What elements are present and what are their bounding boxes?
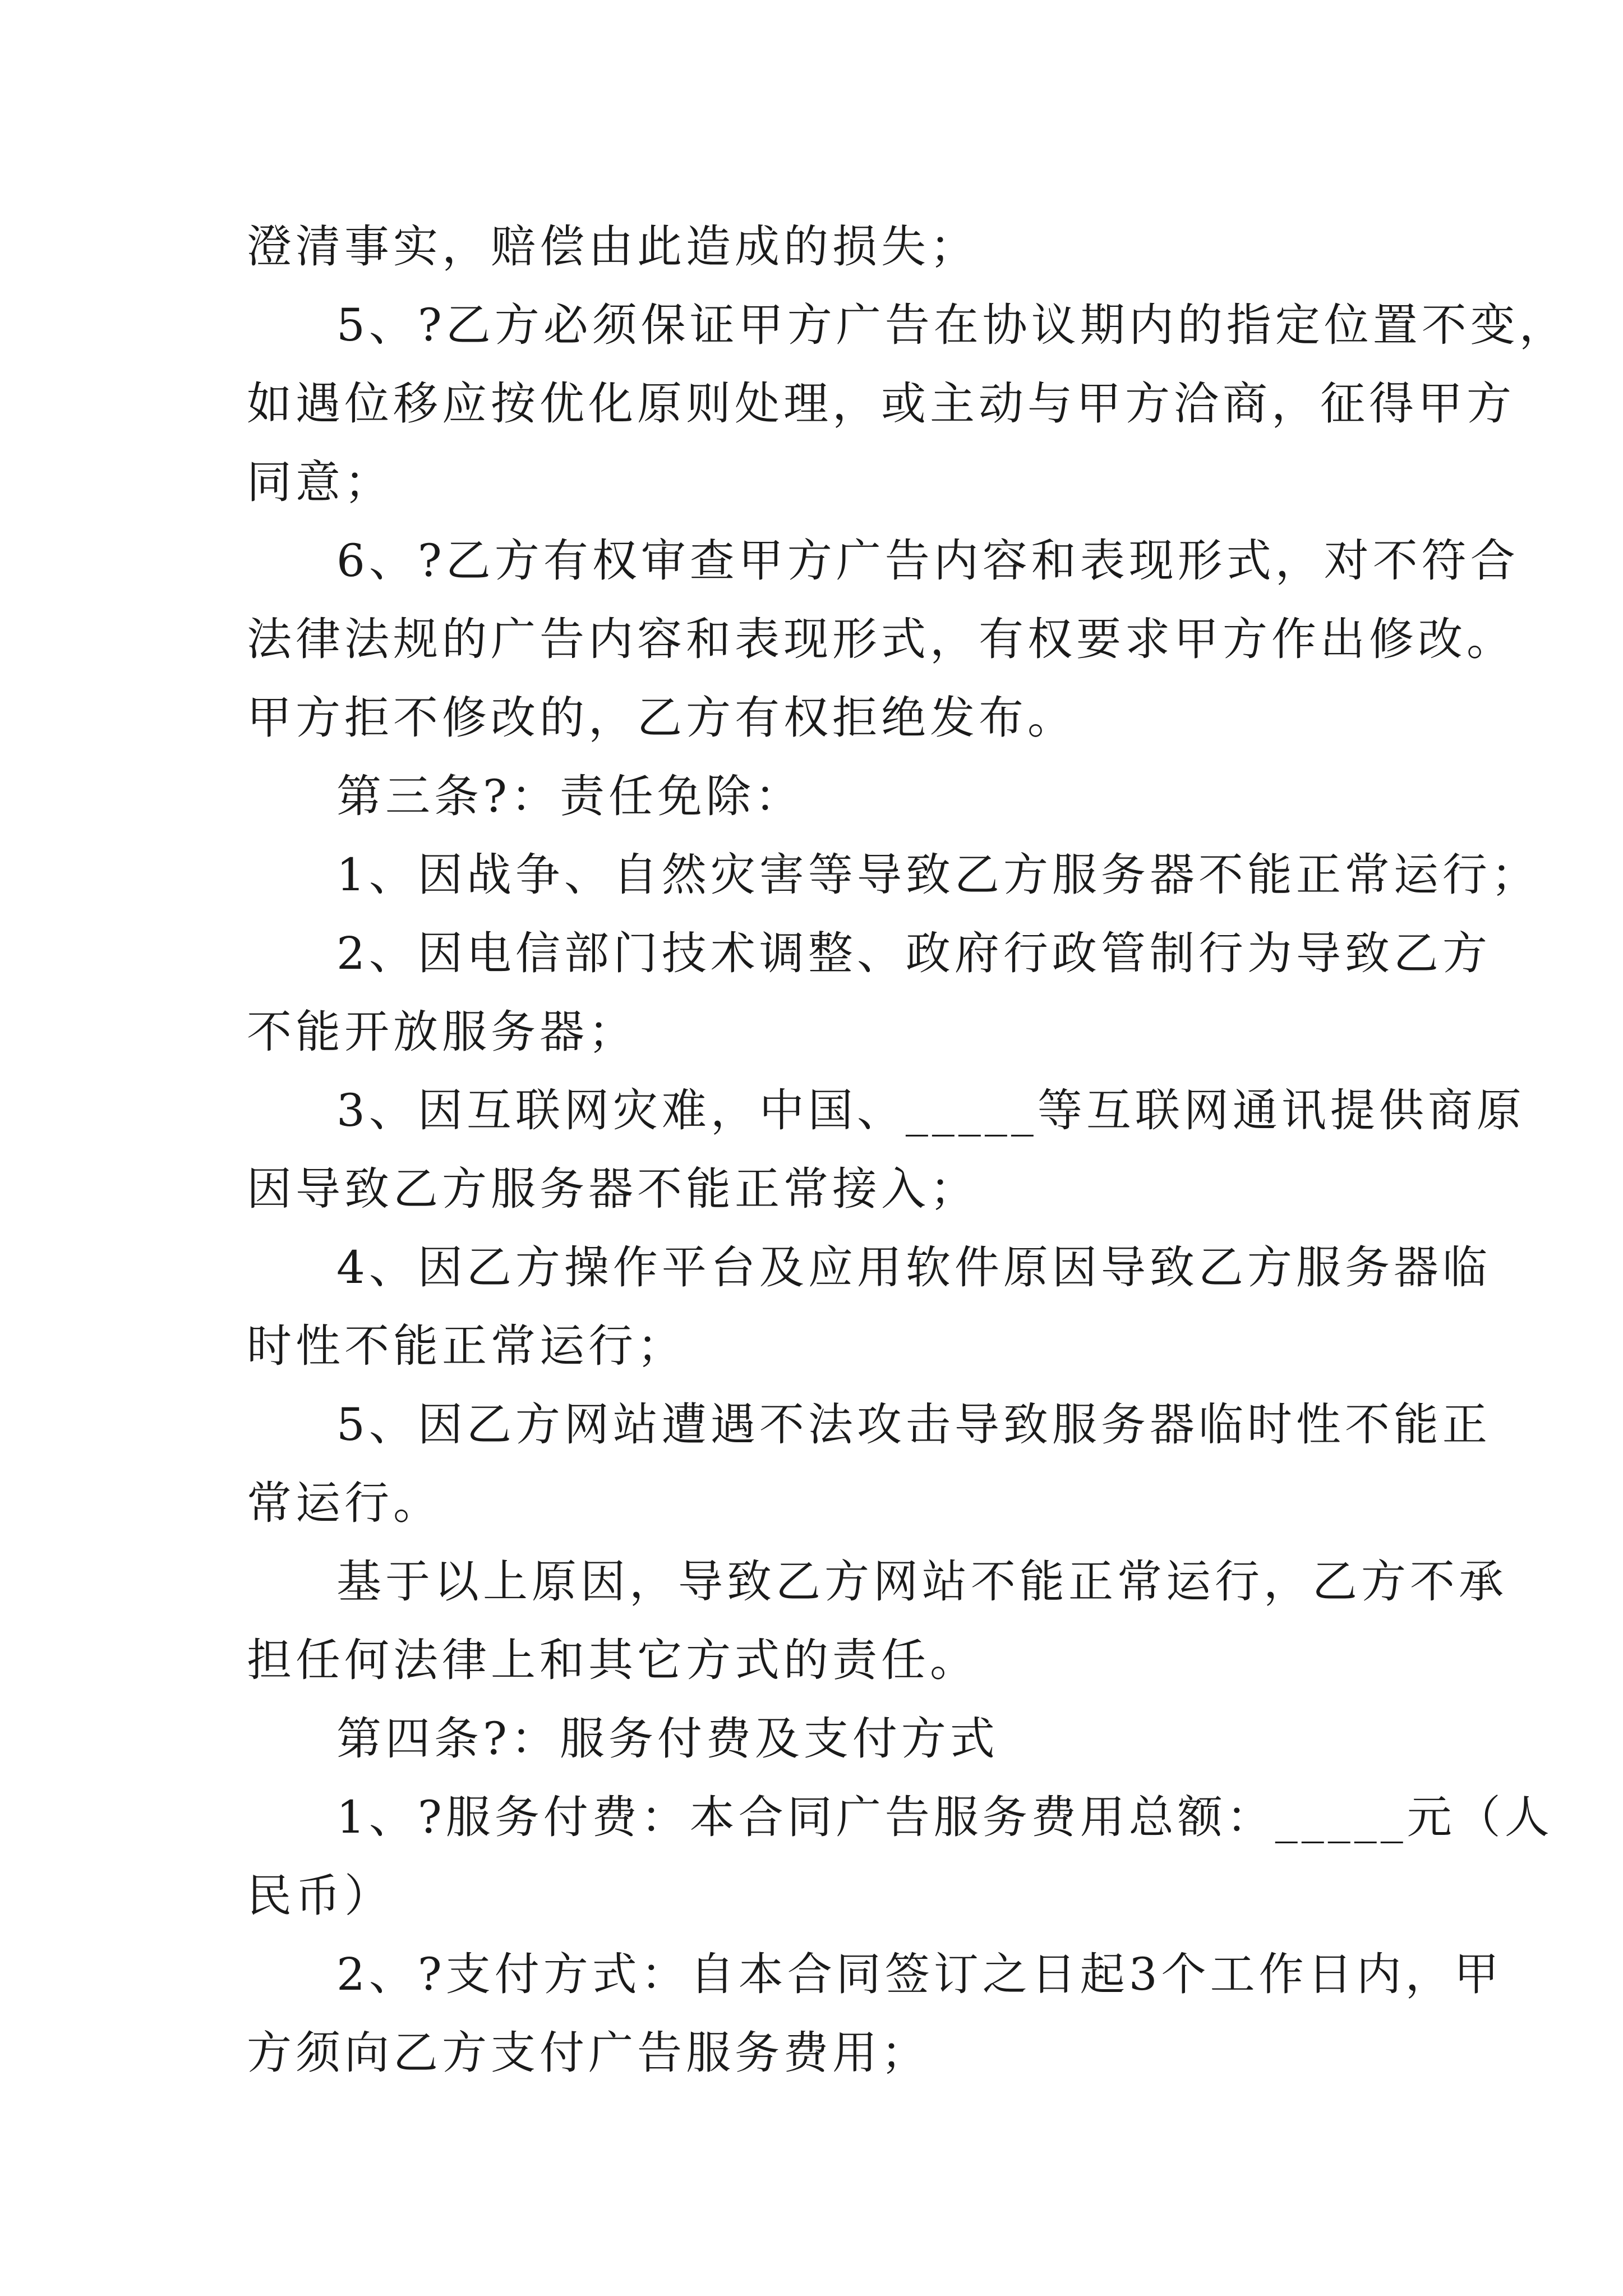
text-line-content: 如遇位移应按优化原则处理，或主动与甲方洽商，征得甲方 (247, 378, 1515, 430)
text-line-content: 2、因电信部门技术调整、政府行政管制行为导致乙方 (336, 927, 1491, 979)
text-line-content: 1、?服务付费：本合同广告服务费用总额：_____元（人 (336, 1791, 1553, 1843)
text-line (247, 914, 1491, 993)
text-line-content: 时性不能正常运行； (247, 1320, 686, 1372)
text-line-content: 第三条?：责任免除： (336, 770, 804, 822)
text-line (247, 522, 1519, 600)
text-line-content: 5、?乙方必须保证甲方广告在协议期内的指定位置不变， (336, 299, 1568, 351)
text-line (247, 1386, 1491, 1464)
contract-body (247, 208, 1568, 2092)
text-line (247, 679, 1424, 757)
text-line (247, 1150, 1424, 1228)
text-line (247, 1935, 1503, 2014)
text-line-content: 方须向乙方支付广告服务费用； (247, 2027, 930, 2079)
text-line-content: 因导致乙方服务器不能正常接入； (247, 1163, 979, 1215)
text-line (247, 1464, 1424, 1543)
text-line-content: 4、因乙方操作平台及应用软件原因导致乙方服务器临 (336, 1241, 1491, 1294)
text-line (247, 1700, 1424, 1778)
text-line (247, 443, 1424, 522)
text-line (247, 993, 1424, 1071)
text-line-content: 澄清事实，赔偿由此造成的损失； (247, 220, 979, 273)
text-line-content: 不能开放服务器； (247, 1006, 637, 1058)
text-line-content: 常运行。 (247, 1477, 442, 1529)
text-line-content: 3、因互联网灾难，中国、_____等互联网通讯提供商原 (336, 1084, 1525, 1137)
text-line (247, 1543, 1507, 1621)
text-line (247, 757, 1424, 836)
text-line-content: 法律法规的广告内容和表现形式，有权要求甲方作出修改。 (247, 613, 1515, 665)
text-line (247, 1857, 1424, 1935)
text-line-content: 6、?乙方有权审查甲方广告内容和表现形式，对不符合 (336, 535, 1519, 587)
text-line-content: 1、因战争、自然灾害等导致乙方服务器不能正常运行； (336, 849, 1540, 901)
text-line (247, 2014, 1424, 2092)
text-line-content: 担任何法律上和其它方式的责任。 (247, 1634, 979, 1686)
text-line (247, 286, 1568, 365)
text-line-content: 民币） (247, 1870, 393, 1922)
text-line (247, 1307, 1424, 1386)
text-line (247, 208, 1424, 286)
text-line (247, 1621, 1424, 1700)
text-line (247, 365, 1515, 443)
text-line-content: 同意； (247, 456, 393, 508)
text-line (247, 1228, 1491, 1307)
text-line (247, 1778, 1553, 1857)
text-line (247, 836, 1540, 914)
text-line (247, 600, 1515, 679)
text-line-content: 甲方拒不修改的，乙方有权拒绝发布。 (247, 692, 1076, 744)
text-line-content: 5、因乙方网站遭遇不法攻击导致服务器临时性不能正 (336, 1398, 1491, 1451)
text-line-content: 2、?支付方式：自本合同签订之日起3个工作日内，甲 (336, 1948, 1503, 2000)
text-line-content: 基于以上原因，导致乙方网站不能正常运行，乙方不承 (336, 1556, 1507, 1608)
text-line-content: 第四条?：服务付费及支付方式 (336, 1713, 999, 1765)
text-line (247, 1071, 1525, 1150)
